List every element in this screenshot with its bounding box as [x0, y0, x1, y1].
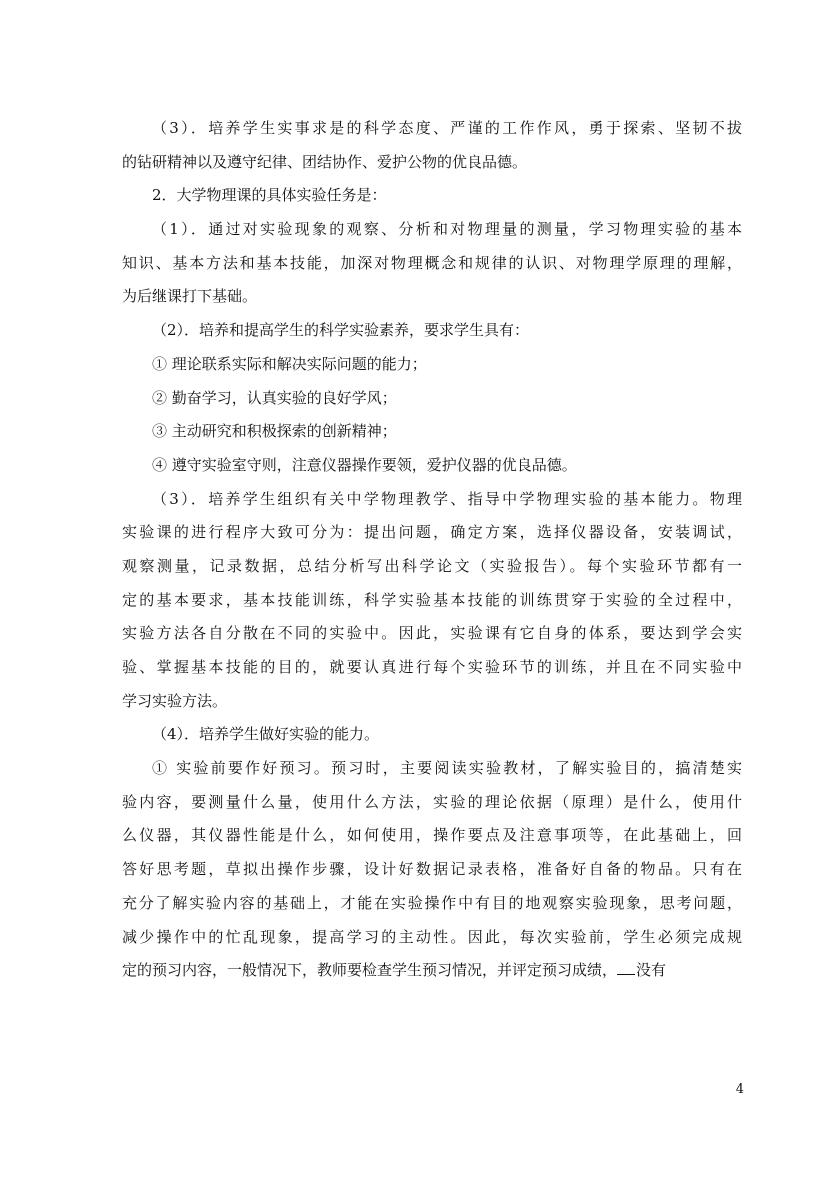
text-line: ① 实验前要作好预习。预习时，主要阅读实验教材，了解实验目的，搞清楚实 — [152, 759, 742, 778]
text-line: 的钻研精神以及遵守纪律、团结协作、爱护公物的优良品德。 — [122, 152, 528, 171]
body-text — [122, 112, 742, 988]
text-line: ② 勤奋学习，认真实验的良好学风； — [152, 388, 397, 407]
text-line: 2．大学物理课的具体实验任务是： — [152, 186, 387, 205]
text-line: 答好思考题，草拟出操作步骤，设计好数据记录表格，准备好自备的物品。只有在 — [122, 860, 742, 879]
text-line: 实验方法各自分散在不同的实验中。因此，实验课有它自身的体系，要达到学会实 — [122, 624, 742, 643]
text-line: 定的基本要求，基本技能训练，科学实验基本技能的训练贯穿于实验的全过程中， — [122, 590, 742, 609]
text-line: （3）．培养学生实事求是的科学态度、严谨的工作作风，勇于探索、坚韧不拔 — [152, 119, 742, 137]
text-line: 观察测量，记录数据，总结分析写出科学论文（实验报告）。每个实验环节都有一 — [122, 556, 742, 575]
text-line: ③ 主动研究和积极探索的创新精神； — [152, 422, 397, 441]
text-line: 减少操作中的忙乱现象，提高学习的主动性。因此，每次实验前，学生必须完成规 — [122, 927, 742, 946]
text-line: ④ 遵守实验室守则，注意仪器操作要领，爱护仪器的优良品德。 — [152, 455, 577, 474]
text-line: 验内容，要测量什么量，使用什么方法，实验的理论依据（原理）是什么，使用什 — [122, 792, 742, 811]
text-line: 为后继课打下基础。 — [122, 287, 258, 306]
text-line: （3）．培养学生组织有关中学物理教学、指导中学物理实验的基本能力。物理 — [152, 489, 742, 508]
text-fragment: 定的预习内容，一般情况下，教师要检查学生预习情况，并评定预习成绩， — [122, 961, 618, 980]
text-line — [122, 954, 742, 988]
text-line: 验、掌握基本技能的目的，就要认真进行每个实验环节的训练，并且在不同实验中 — [122, 658, 742, 676]
text-line: （4）．培养学生做好实验的能力。 — [152, 725, 380, 744]
page-number: 4 — [735, 1082, 744, 1097]
text-line: 充分了解实验内容的基础上，才能在实验操作中有目的地观察实验现象，思考问题， — [122, 893, 742, 912]
text-line: ① 理论联系实际和解决实际问题的能力； — [152, 354, 427, 373]
text-line: 学习实验方法。 — [122, 691, 228, 710]
text-line: 么仪器，其仪器性能是什么，如何使用，操作要点及注意事项等，在此基础上，回 — [122, 826, 742, 845]
text-line: 知识、基本方法和基本技能，加深对物理概念和规律的认识、对物理学原理的理解， — [122, 253, 742, 272]
text-line: （1）．通过对实验现象的观察、分析和对物理量的测量，学习物理实验的基本 — [152, 220, 742, 239]
text-line: 实验课的进行程序大致可分为：提出问题，确定方案，选择仪器设备，安装调试， — [122, 523, 742, 542]
fill-in-blank — [617, 973, 635, 975]
text-fragment: 没有 — [636, 961, 667, 980]
text-line: （2）．培养和提高学生的科学实验素养，要求学生具有： — [152, 321, 530, 340]
